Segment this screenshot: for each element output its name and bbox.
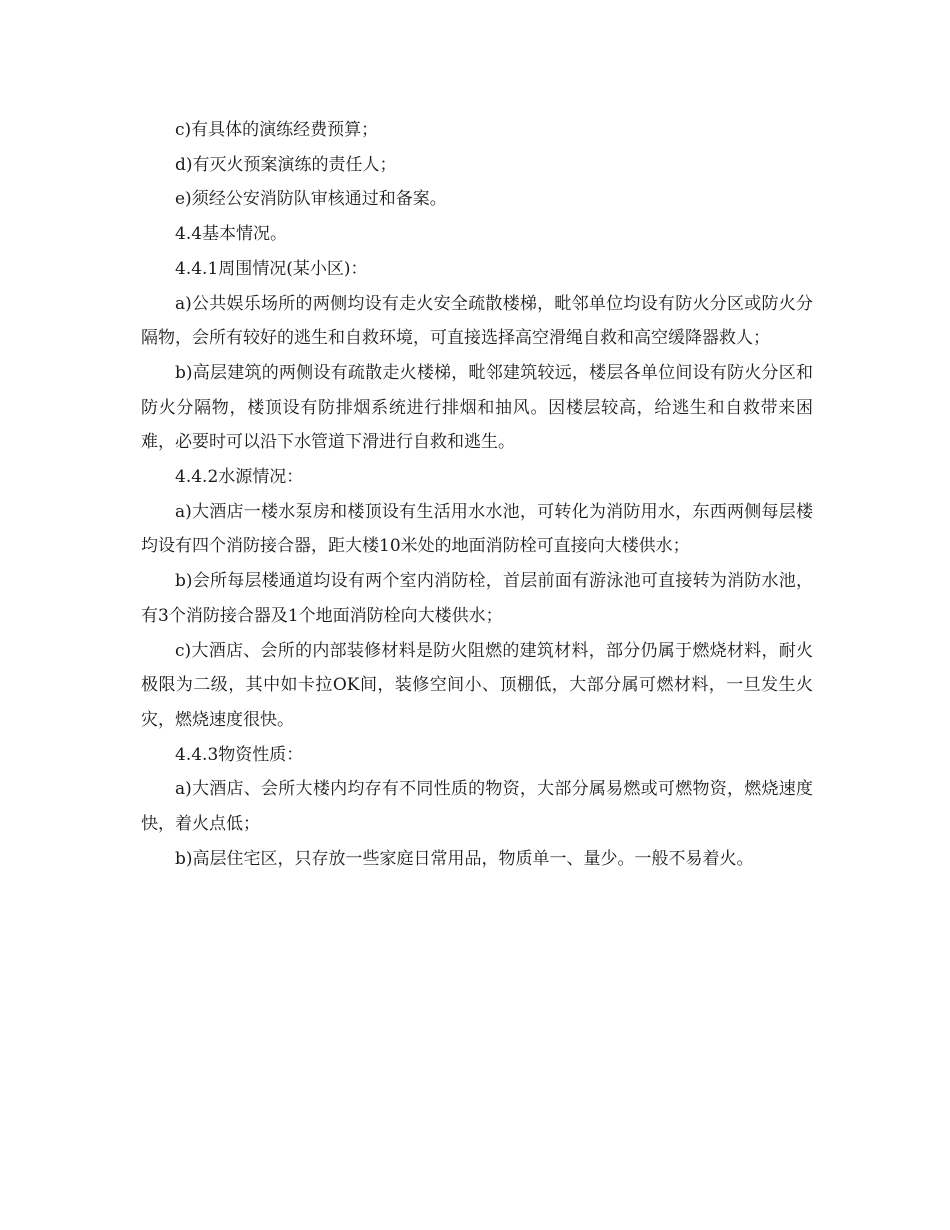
- paragraph-materials-b: b)高层住宅区，只存放一些家庭日常用品，物质单一、量少。一般不易着火。: [175, 848, 754, 869]
- paragraph-surroundings-a: a)公共娱乐场所的两侧均设有走火安全疏散楼梯，毗邻单位均设有防火分区或防火分隔物，会所有较好的逃生和自救环境，可直接选择高空滑绳自救和高空缓降器救人；: [141, 293, 813, 349]
- section-heading-4-4-3: 4.4.3物资性质：: [175, 744, 304, 765]
- paragraph-surroundings-b: b)高层建筑的两侧设有疏散走火楼梯，毗邻建筑较远，楼层各单位间设有防火分区和防火分隔物，楼顶设有防排烟系统进行排烟和抽风。因楼层较高，给逃生和自救带来困难，必要时可以沿下水管道下滑进行自救和逃生。: [141, 362, 813, 453]
- paragraph-water-a: a)大酒店一楼水泵房和楼顶设有生活用水水池，可转化为消防用水，东西两侧每层楼均设有四个消防接合器，距大楼10米处的地面消防栓可直接向大楼供水；: [141, 501, 813, 557]
- section-heading-4-4: 4.4基本情况。: [175, 224, 288, 245]
- paragraph-water-b: b)会所每层楼通道均设有两个室内消防栓，首层前面有游泳池可直接转为消防水池，有3个消防接合器及1个地面消防栓向大楼供水；: [141, 571, 813, 626]
- section-heading-4-4-2: 4.4.2水源情况：: [175, 467, 304, 488]
- paragraph-c-budget: c)有具体的演练经费预算；: [175, 120, 379, 140]
- paragraph-materials-a: a)大酒店、会所大楼内均存有不同性质的物资，大部分属易燃或可燃物资，燃烧速度快，着火点低；: [141, 779, 813, 835]
- paragraph-water-c: c)大酒店、会所的内部装修材料是防火阻燃的建筑材料，部分仍属于燃烧材料，耐火极限为二级，其中如卡拉OK间，装修空间小、顶棚低，大部分属可燃材料，一旦发生火灾，燃烧速度很快。: [141, 640, 813, 730]
- paragraph-d-responsible: d)有灭火预案演练的责任人；: [175, 154, 397, 175]
- paragraph-e-approval: e)须经公安消防队审核通过和备案。: [175, 189, 447, 210]
- document-body: [141, 113, 813, 876]
- section-heading-4-4-1: 4.4.1周围情况(某小区)：: [175, 258, 368, 279]
